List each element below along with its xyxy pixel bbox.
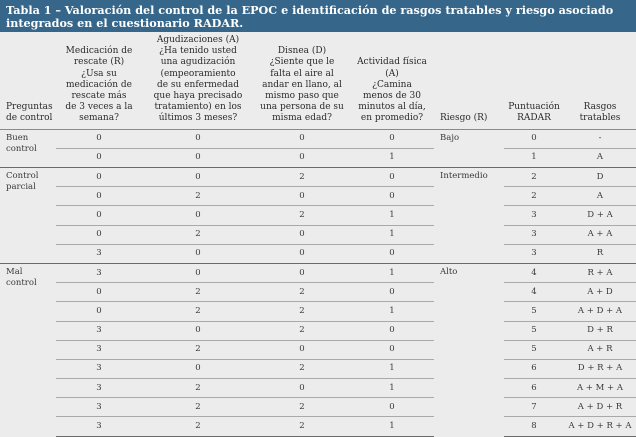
cell-puntuacion: 8	[504, 417, 564, 436]
table-row	[0, 225, 636, 244]
cell-actividad-fisica: 0	[350, 129, 434, 148]
cell-agudizaciones: 0	[142, 321, 254, 340]
cell-disnea: 0	[254, 187, 350, 206]
cell-medicacion-rescate: 0	[56, 283, 142, 302]
cell-rasgos: D + A	[564, 206, 636, 225]
cell-disnea: 0	[254, 263, 350, 282]
cell-puntuacion: 6	[504, 379, 564, 398]
cell-puntuacion: 7	[504, 398, 564, 417]
cell-medicacion-rescate: 3	[56, 417, 142, 436]
table-row	[0, 302, 636, 321]
cell-actividad-fisica: 1	[350, 206, 434, 225]
cell-disnea: 0	[254, 129, 350, 148]
cell-actividad-fisica: 0	[350, 283, 434, 302]
cell-agudizaciones: 2	[142, 225, 254, 244]
cell-agudizaciones: 0	[142, 263, 254, 282]
cell-disnea: 2	[254, 302, 350, 321]
table-body	[0, 129, 636, 436]
cell-agudizaciones: 0	[142, 206, 254, 225]
table-row	[0, 417, 636, 436]
cell-agudizaciones: 2	[142, 379, 254, 398]
header-actividad-fisica: Actividad física (A) ¿Camina menos de 30 minutos al día, en promedio?	[350, 32, 434, 129]
cell-rasgos: -	[564, 129, 636, 148]
table-row	[0, 244, 636, 263]
table-row	[0, 129, 636, 148]
cell-disnea: 2	[254, 206, 350, 225]
cell-agudizaciones: 0	[142, 148, 254, 167]
cell-puntuacion: 5	[504, 302, 564, 321]
cell-actividad-fisica: 1	[350, 359, 434, 378]
cell-disnea: 0	[254, 244, 350, 263]
header-row	[0, 32, 636, 129]
cell-rasgos: A + D + R	[564, 398, 636, 417]
cell-medicacion-rescate: 0	[56, 187, 142, 206]
cell-puntuacion: 0	[504, 129, 564, 148]
cell-agudizaciones: 2	[142, 340, 254, 359]
cell-medicacion-rescate: 3	[56, 379, 142, 398]
header-riesgo: Riesgo (R)	[434, 32, 504, 129]
cell-actividad-fisica: 0	[350, 187, 434, 206]
cell-disnea: 0	[254, 148, 350, 167]
cell-actividad-fisica: 0	[350, 244, 434, 263]
cell-rasgos: A	[564, 187, 636, 206]
cell-actividad-fisica: 1	[350, 225, 434, 244]
cell-medicacion-rescate: 0	[56, 148, 142, 167]
header-puntuacion: Puntuación RADAR	[504, 32, 564, 129]
cell-actividad-fisica: 0	[350, 340, 434, 359]
cell-disnea: 2	[254, 168, 350, 187]
cell-puntuacion: 2	[504, 168, 564, 187]
cell-disnea: 0	[254, 225, 350, 244]
cell-agudizaciones: 0	[142, 359, 254, 378]
table-row	[0, 187, 636, 206]
cell-puntuacion: 3	[504, 244, 564, 263]
table-row	[0, 168, 636, 187]
cell-medicacion-rescate: 3	[56, 244, 142, 263]
cell-agudizaciones: 2	[142, 398, 254, 417]
cell-medicacion-rescate: 0	[56, 225, 142, 244]
cell-actividad-fisica: 1	[350, 302, 434, 321]
cell-rasgos: A + A	[564, 225, 636, 244]
cell-medicacion-rescate: 3	[56, 359, 142, 378]
cell-puntuacion: 4	[504, 263, 564, 282]
cell-puntuacion: 3	[504, 206, 564, 225]
radar-table	[0, 32, 636, 437]
risk-level: Intermedio	[434, 168, 504, 264]
cell-rasgos: D	[564, 168, 636, 187]
cell-actividad-fisica: 0	[350, 398, 434, 417]
cell-agudizaciones: 0	[142, 168, 254, 187]
cell-disnea: 0	[254, 340, 350, 359]
cell-medicacion-rescate: 3	[56, 321, 142, 340]
cell-rasgos: R	[564, 244, 636, 263]
cell-rasgos: D + R	[564, 321, 636, 340]
cell-puntuacion: 5	[504, 340, 564, 359]
cell-disnea: 2	[254, 321, 350, 340]
cell-actividad-fisica: 0	[350, 321, 434, 340]
cell-medicacion-rescate: 0	[56, 206, 142, 225]
group-label: Buen control	[0, 129, 56, 167]
cell-actividad-fisica: 1	[350, 379, 434, 398]
cell-disnea: 2	[254, 417, 350, 436]
group-label: Mal control	[0, 263, 56, 436]
header-medicacion-rescate: Medicación de rescate (R) ¿Usa su medicación de rescate más de 3 veces a la semana?	[56, 32, 142, 129]
cell-rasgos: A + M + A	[564, 379, 636, 398]
table-row	[0, 263, 636, 282]
table-row	[0, 379, 636, 398]
cell-actividad-fisica: 1	[350, 263, 434, 282]
cell-medicacion-rescate: 0	[56, 129, 142, 148]
cell-puntuacion: 2	[504, 187, 564, 206]
cell-rasgos: A + R	[564, 340, 636, 359]
cell-rasgos: D + R + A	[564, 359, 636, 378]
cell-rasgos: A + D	[564, 283, 636, 302]
table-row	[0, 398, 636, 417]
cell-rasgos: A + D + R + A	[564, 417, 636, 436]
cell-disnea: 2	[254, 359, 350, 378]
cell-puntuacion: 3	[504, 225, 564, 244]
cell-actividad-fisica: 1	[350, 148, 434, 167]
table-row	[0, 359, 636, 378]
cell-medicacion-rescate: 3	[56, 263, 142, 282]
cell-rasgos: A	[564, 148, 636, 167]
group-label: Control parcial	[0, 168, 56, 264]
cell-agudizaciones: 2	[142, 417, 254, 436]
risk-level: Bajo	[434, 129, 504, 167]
table-row	[0, 340, 636, 359]
cell-rasgos: A + D + A	[564, 302, 636, 321]
cell-agudizaciones: 2	[142, 283, 254, 302]
cell-medicacion-rescate: 3	[56, 340, 142, 359]
cell-puntuacion: 4	[504, 283, 564, 302]
cell-agudizaciones: 2	[142, 302, 254, 321]
cell-agudizaciones: 0	[142, 244, 254, 263]
cell-disnea: 2	[254, 283, 350, 302]
cell-medicacion-rescate: 0	[56, 168, 142, 187]
table-row	[0, 148, 636, 167]
header-rasgos: Rasgos tratables	[564, 32, 636, 129]
header-preguntas: Preguntas de control	[0, 32, 56, 129]
cell-puntuacion: 1	[504, 148, 564, 167]
cell-agudizaciones: 0	[142, 129, 254, 148]
table-title: Tabla 1 – Valoración del control de la EPOC e identificación de rasgos tratables y riesgo asociado integrados en el cuestionario RADAR.	[0, 0, 636, 32]
cell-agudizaciones: 2	[142, 187, 254, 206]
table-row	[0, 206, 636, 225]
cell-medicacion-rescate: 3	[56, 398, 142, 417]
cell-puntuacion: 6	[504, 359, 564, 378]
table-row	[0, 283, 636, 302]
header-disnea: Disnea (D) ¿Siente que le falta el aire al andar en llano, al mismo paso que una persona de su misma edad?	[254, 32, 350, 129]
risk-level: Alto	[434, 263, 504, 436]
cell-medicacion-rescate: 0	[56, 302, 142, 321]
cell-puntuacion: 5	[504, 321, 564, 340]
cell-disnea: 0	[254, 379, 350, 398]
cell-actividad-fisica: 0	[350, 168, 434, 187]
header-agudizaciones: Agudizaciones (A) ¿Ha tenido usted una agudización (empeoramiento de su enfermedad que haya precisado tratamiento) en los últimos 3 meses?	[142, 32, 254, 129]
table-row	[0, 321, 636, 340]
cell-rasgos: R + A	[564, 263, 636, 282]
cell-disnea: 2	[254, 398, 350, 417]
cell-actividad-fisica: 1	[350, 417, 434, 436]
